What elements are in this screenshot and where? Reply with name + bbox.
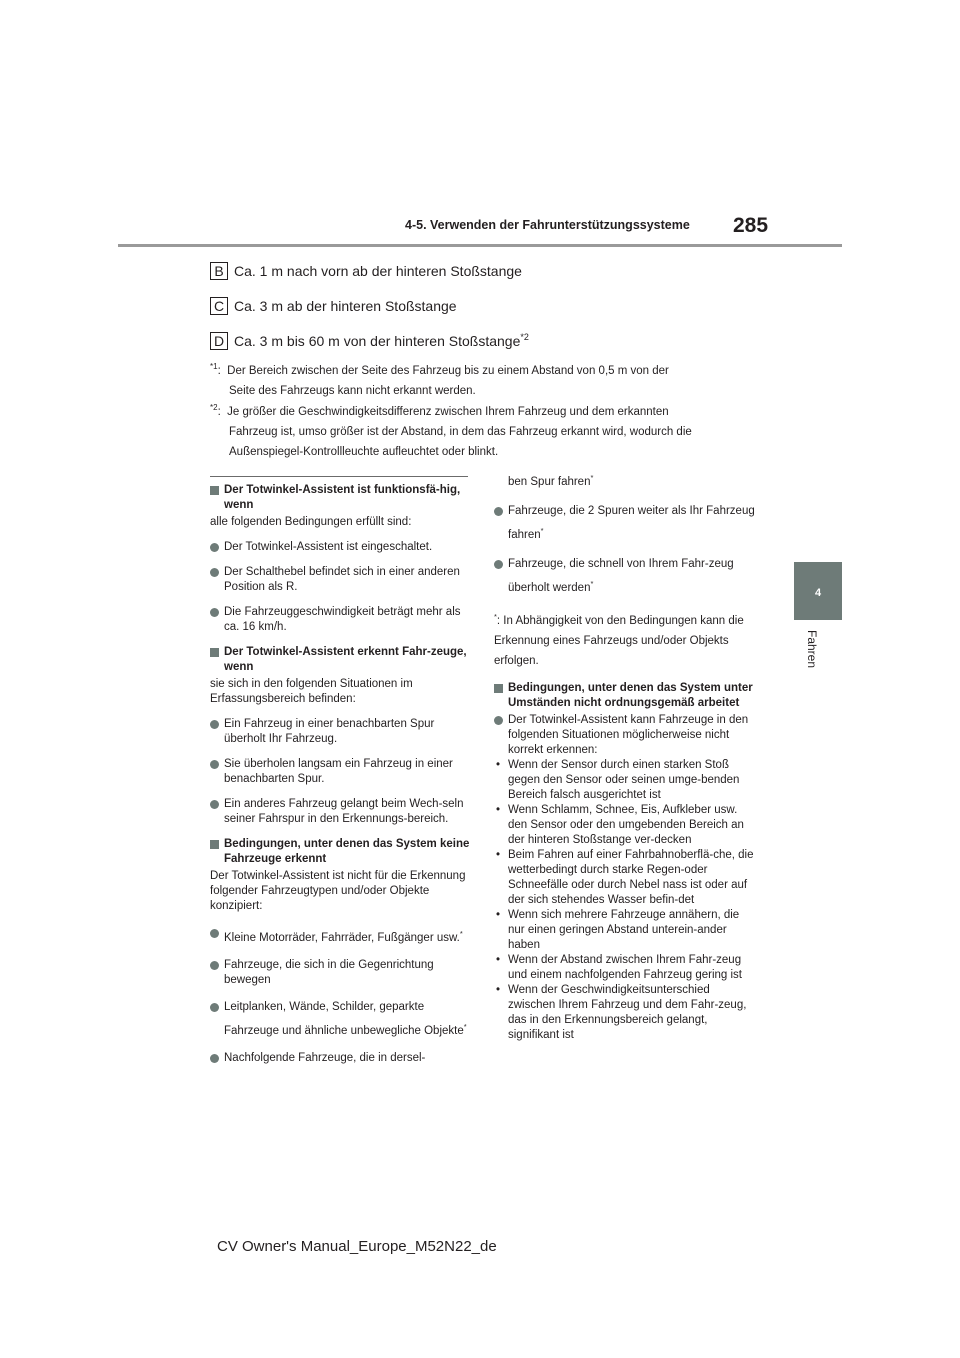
marker-footnote-ref: *2 xyxy=(520,332,529,342)
chapter-tab xyxy=(794,562,842,620)
bullet-item xyxy=(494,555,756,598)
condition-item: • Beim Fahren auf einer Fahrbahnoberflä-che, die wetterbedingt durch starke Regen-oder Schneefälle oder durch Nebel nass ist oder auf der sich stehendes Wasser befin-det xyxy=(494,848,756,908)
bullet-text: Kleine Motorräder, Fahrräder, Fußgänger usw. xyxy=(224,931,460,944)
intro-detects-vehicles: sie sich in den folgenden Situationen im Erfassungsbereich befinden: xyxy=(210,678,413,705)
footnote-2-line3: Außenspiegel-Kontrollleuchte aufleuchtet oder blinkt. xyxy=(229,445,499,458)
left-column xyxy=(210,483,472,1076)
marker-box-b: B xyxy=(210,262,228,280)
note-mark: * xyxy=(494,612,497,622)
footnote-1-mark: *1 xyxy=(210,362,218,371)
header-rule xyxy=(118,244,842,247)
bullet-item xyxy=(494,502,756,545)
footnote-1-line2: Seite des Fahrzeugs kann nicht erkannt werden. xyxy=(229,384,476,397)
marker-row-b xyxy=(210,260,522,282)
footnote-2: $^{*2}$: Je größer die Geschwindigkeitsdifferenz zwischen Ihrem Fahrzeug und dem erkannten Fahrzeug ist, umso größer ist der Abstand, in dem das Fahrzeug erkannt wird, wodurch die Außenspiegel-Kontrollleuchte aufleuchtet oder blinkt. xyxy=(210,398,770,462)
heading-function-conditions: Der Totwinkel-Assistent ist funktionsfä-hig, wenn xyxy=(210,483,472,513)
bullet-item xyxy=(210,924,472,948)
marker-row-c xyxy=(210,295,457,317)
bullet-item xyxy=(210,998,472,1041)
bullet-item: Ein Fahrzeug in einer benachbarten Spur überholt Ihr Fahrzeug. xyxy=(210,717,472,747)
chapter-number: 4 xyxy=(814,587,822,599)
bullet-item: Die Fahrzeuggeschwindigkeit beträgt mehr als ca. 16 km/h. xyxy=(210,605,472,635)
marker-text-c: Ca. 3 m ab der hinteren Stoßstange xyxy=(234,298,457,314)
page-number: 285 xyxy=(733,214,769,237)
bullet-text: Fahrzeuge, die schnell von Ihrem Fahr-zeug überholt werden xyxy=(508,557,734,594)
marker-row-d xyxy=(210,330,529,352)
asterisk-ref: * xyxy=(590,473,594,482)
condition-list xyxy=(494,758,756,1043)
footnote-2-mark: *2 xyxy=(210,403,218,412)
heading-no-detection: Bedingungen, unter denen das System keine Fahrzeuge erkennt xyxy=(210,837,472,867)
section-divider xyxy=(210,476,468,477)
bullet-item: Der Totwinkel-Assistent ist eingeschaltet. xyxy=(210,540,472,555)
bullet-item: Nachfolgende Fahrzeuge, die in dersel- xyxy=(210,1051,472,1066)
asterisk-ref: * xyxy=(590,578,594,588)
heading-detects-vehicles: Der Totwinkel-Assistent erkennt Fahr-zeuge, wenn xyxy=(210,645,472,675)
right-column xyxy=(494,468,756,1043)
bullet-text: Fahrzeuge, die 2 Spuren weiter als Ihr Fahrzeug fahren xyxy=(508,504,755,541)
intro-function-conditions: alle folgenden Bedingungen erfüllt sind: xyxy=(210,516,412,528)
asterisk-ref: * xyxy=(463,1021,467,1031)
bullet-item: Ein anderes Fahrzeug gelangt beim Wech-seln seiner Fahrspur in den Erkennungs-bereich. xyxy=(210,797,472,827)
footnote-2-line2: Fahrzeug ist, umso größer ist der Abstand, in dem das Fahrzeug erkannt wird, wodurch die xyxy=(229,425,692,438)
marker-text-d: Ca. 3 m bis 60 m von der hinteren Stoßstange xyxy=(234,333,521,349)
asterisk-note xyxy=(494,607,756,671)
section-header-title: 4-5. Verwenden der Fahrunterstützungssysteme xyxy=(405,218,690,232)
bullet-item: Der Totwinkel-Assistent kann Fahrzeuge in den folgenden Situationen möglicherweise nicht korrekt erkennen: xyxy=(494,713,756,758)
condition-item: • Wenn der Geschwindigkeitsunterschied zwischen Ihrem Fahrzeug und dem Fahr-zeug, das in den Erkennungsbereich gelangt, signifikant ist xyxy=(494,983,756,1043)
asterisk-ref: * xyxy=(459,929,463,938)
bullet-text: Leitplanken, Wände, Schilder, geparkte Fahrzeuge und ähnliche unbewegliche Objekte xyxy=(224,1000,464,1037)
bullet-continuation xyxy=(494,468,756,492)
condition-item: • Wenn Schlamm, Schnee, Eis, Aufkleber usw. den Sensor oder den umgebenden Bereich an der hinteren Stoßstange ver-decken xyxy=(494,803,756,848)
footnote-1-line1: Der Bereich zwischen der Seite des Fahrzeug bis zu einem Abstand von 0,5 m von der xyxy=(227,364,669,377)
asterisk-ref: * xyxy=(540,525,544,535)
chapter-label: Fahren xyxy=(805,630,819,669)
marker-box-d: D xyxy=(210,332,228,350)
condition-item: • Wenn der Abstand zwischen Ihrem Fahr-zeug und einem nachfolgenden Fahrzeug gering ist xyxy=(494,953,756,983)
condition-item: • Wenn der Sensor durch einen starken Stoß gegen den Sensor oder seinen umge-benden Bereich falsch ausgerichtet ist xyxy=(494,758,756,803)
chapter-label-container xyxy=(801,630,821,690)
marker-text-b: Ca. 1 m nach vorn ab der hinteren Stoßstange xyxy=(234,263,522,279)
marker-box-c: C xyxy=(210,297,228,315)
footnote-2-line1: Je größer die Geschwindigkeitsdifferenz zwischen Ihrem Fahrzeug und dem erkannten xyxy=(227,405,669,418)
intro-no-detection: Der Totwinkel-Assistent ist nicht für die Erkennung folgender Fahrzeugtypen und/oder Objekte konzipiert: xyxy=(210,870,466,912)
bullet-item: Fahrzeuge, die sich in die Gegenrichtung bewegen xyxy=(210,958,472,988)
bullet-item: Der Schalthebel befindet sich in einer anderen Position als R. xyxy=(210,565,472,595)
bullet-text: ben Spur fahren xyxy=(508,475,591,488)
heading-not-working-properly: Bedingungen, unter denen das System unter Umständen nicht ordnungsgemäß arbeitet xyxy=(494,681,756,711)
footer-manual-id: CV Owner's Manual_Europe_M52N22_de xyxy=(217,1238,497,1255)
bullet-item: Sie überholen langsam ein Fahrzeug in einer benachbarten Spur. xyxy=(210,757,472,787)
condition-item: • Wenn sich mehrere Fahrzeuge annähern, die nur einen geringen Abstand unterein-ander haben xyxy=(494,908,756,953)
note-text: : In Abhängigkeit von den Bedingungen kann die Erkennung eines Fahrzeugs und/oder Objekts erfolgen. xyxy=(494,615,744,668)
footnote-1: $^{*1}$: Der Bereich zwischen der Seite des Fahrzeug bis zu einem Abstand von 0,5 m von der Seite des Fahrzeugs kann nicht erkannt werden. xyxy=(210,357,770,401)
